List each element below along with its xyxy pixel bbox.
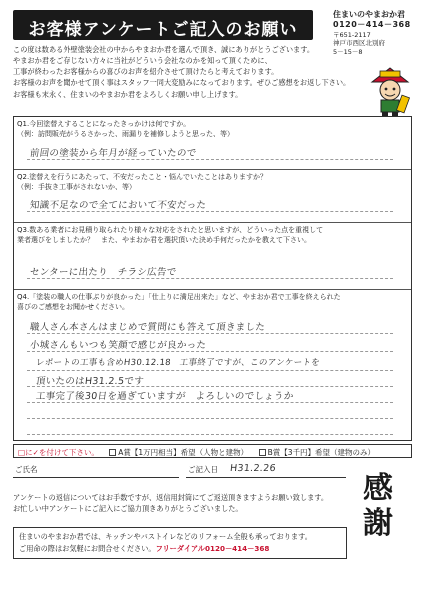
answer-line [27, 418, 393, 419]
company-postal: 〒651-2117 [333, 30, 371, 39]
return-instructions: アンケートの返信についてはお手数ですが、返信用封筒にてご返送頂きますようお願い致します。 お忙しい中アンケートにご記入にご協力頂きありがとうございました。 [13, 493, 329, 514]
company-address-2: 5－15－8 [333, 47, 363, 56]
title-banner [13, 10, 313, 40]
option-a-checkbox[interactable] [109, 449, 116, 456]
option-b-label: B賞【3千円】希望（建物のみ） [267, 448, 375, 457]
date-value: H31.2.26 [229, 463, 277, 474]
answer-4-line-1: 職人さん本さんはまじめで質問にも答えて頂きました [29, 322, 266, 333]
name-field[interactable] [13, 462, 179, 478]
question-4: Q4.「塗装の職人の仕事ぶりが良かった」「仕上りに満足出来た」など、やまおか君で工事を終えられた 喜びのご感想をお聞かせください。 [17, 293, 341, 312]
date-label: ご記入日 [188, 465, 218, 474]
section-divider [14, 289, 411, 290]
option-a-label: A賞【1万円相当】希望（人物と建物） [118, 448, 249, 457]
page-title: お客様アンケートご記入のお願い [28, 20, 298, 40]
answer-3-line-1: センターに出たり チラシ広告で [29, 267, 178, 278]
answer-line [27, 402, 393, 403]
question-2: Q2.塗替えを行うにあたって、不安だったこと・悩んでいたことはありますか？ （例：手抜き工事がされないか、等） [17, 173, 268, 192]
company-address-1: 神戸市西区北別府 [333, 39, 385, 48]
question-1: Q1.今回塗替えすることになったきっかけは何ですか。 （例：訪問販売がうるさかった、雨漏りを補修しようと思った、等） [17, 120, 234, 139]
mascot-icon [366, 62, 414, 118]
answer-line [27, 211, 393, 212]
answer-line [27, 278, 393, 279]
answer-line [27, 159, 393, 160]
answer-1-line-1: 前回の塗装から年月が経っていたので [29, 148, 198, 159]
answer-line [27, 370, 393, 371]
question-3: Q3.数ある業者にお見積り取られたり様々な対応をされたと思いますが、どういった点を重視して 業者選びをしましたか？ また、やまおか君を選択頂いた決め手何だったかを教えて下さい。 [17, 226, 324, 245]
reform-notice [13, 527, 347, 559]
section-divider [14, 222, 411, 223]
company-tel: 0120－414－368 [333, 20, 411, 30]
company-name: 住まいのやまおか君 [333, 10, 405, 19]
answer-4-line-2: 小城さんもいつも笑顔で感じが良かった [29, 340, 207, 351]
check-instruction: □に✓を付けて下さい。 [18, 448, 99, 457]
answer-4-line-3: レポートの工事も含めH30.12.18 工事終了ですが、このアンケートを [35, 358, 321, 368]
kansha-calligraphy: 感謝 [363, 471, 393, 541]
notice-line-2: ご用命の際はお気軽にお問合せください。 [19, 543, 156, 553]
free-dial: フリーダイアル0120－414－368 [155, 543, 270, 553]
date-field[interactable] [186, 462, 346, 478]
section-divider [14, 169, 411, 170]
prize-options [13, 444, 412, 458]
name-label: ご氏名 [15, 465, 38, 474]
answer-line [27, 351, 393, 352]
answer-4-line-4: 頂いたのはH31.2.5です [35, 376, 145, 387]
questionnaire [13, 116, 412, 441]
intro-text: この度は数ある外壁塗装会社の中からやまおか君を選んで頂き、誠にありがとうございます。 やまおか君をご存じない方々に当社がどういう会社なのかを知って頂くために、 工事が終わったお客様からの喜びのお声を紹介させて頂けたらと考えております。 お客様のお声を聞かせて頂く事はスタッフ一同大変励みになっております。ぜひご感想をお返し下さい。 お客様も末永く、住まいのやまおか君をよろしくお願い申し上げます。 [13, 45, 351, 99]
answer-4-line-5: 工事完了後30日を過ぎていますが よろしいのでしょうか [35, 391, 295, 402]
answer-line [27, 434, 393, 435]
option-b-checkbox[interactable] [259, 449, 266, 456]
answer-line [27, 386, 393, 387]
notice-line-1: 住まいのやまおか君では、キッチンやバストイレなどのリフォーム全般も承っております。 [19, 532, 312, 541]
answer-line [27, 333, 393, 334]
answer-2-line-1: 知識不足なので全てにおいて不安だった [29, 200, 207, 211]
